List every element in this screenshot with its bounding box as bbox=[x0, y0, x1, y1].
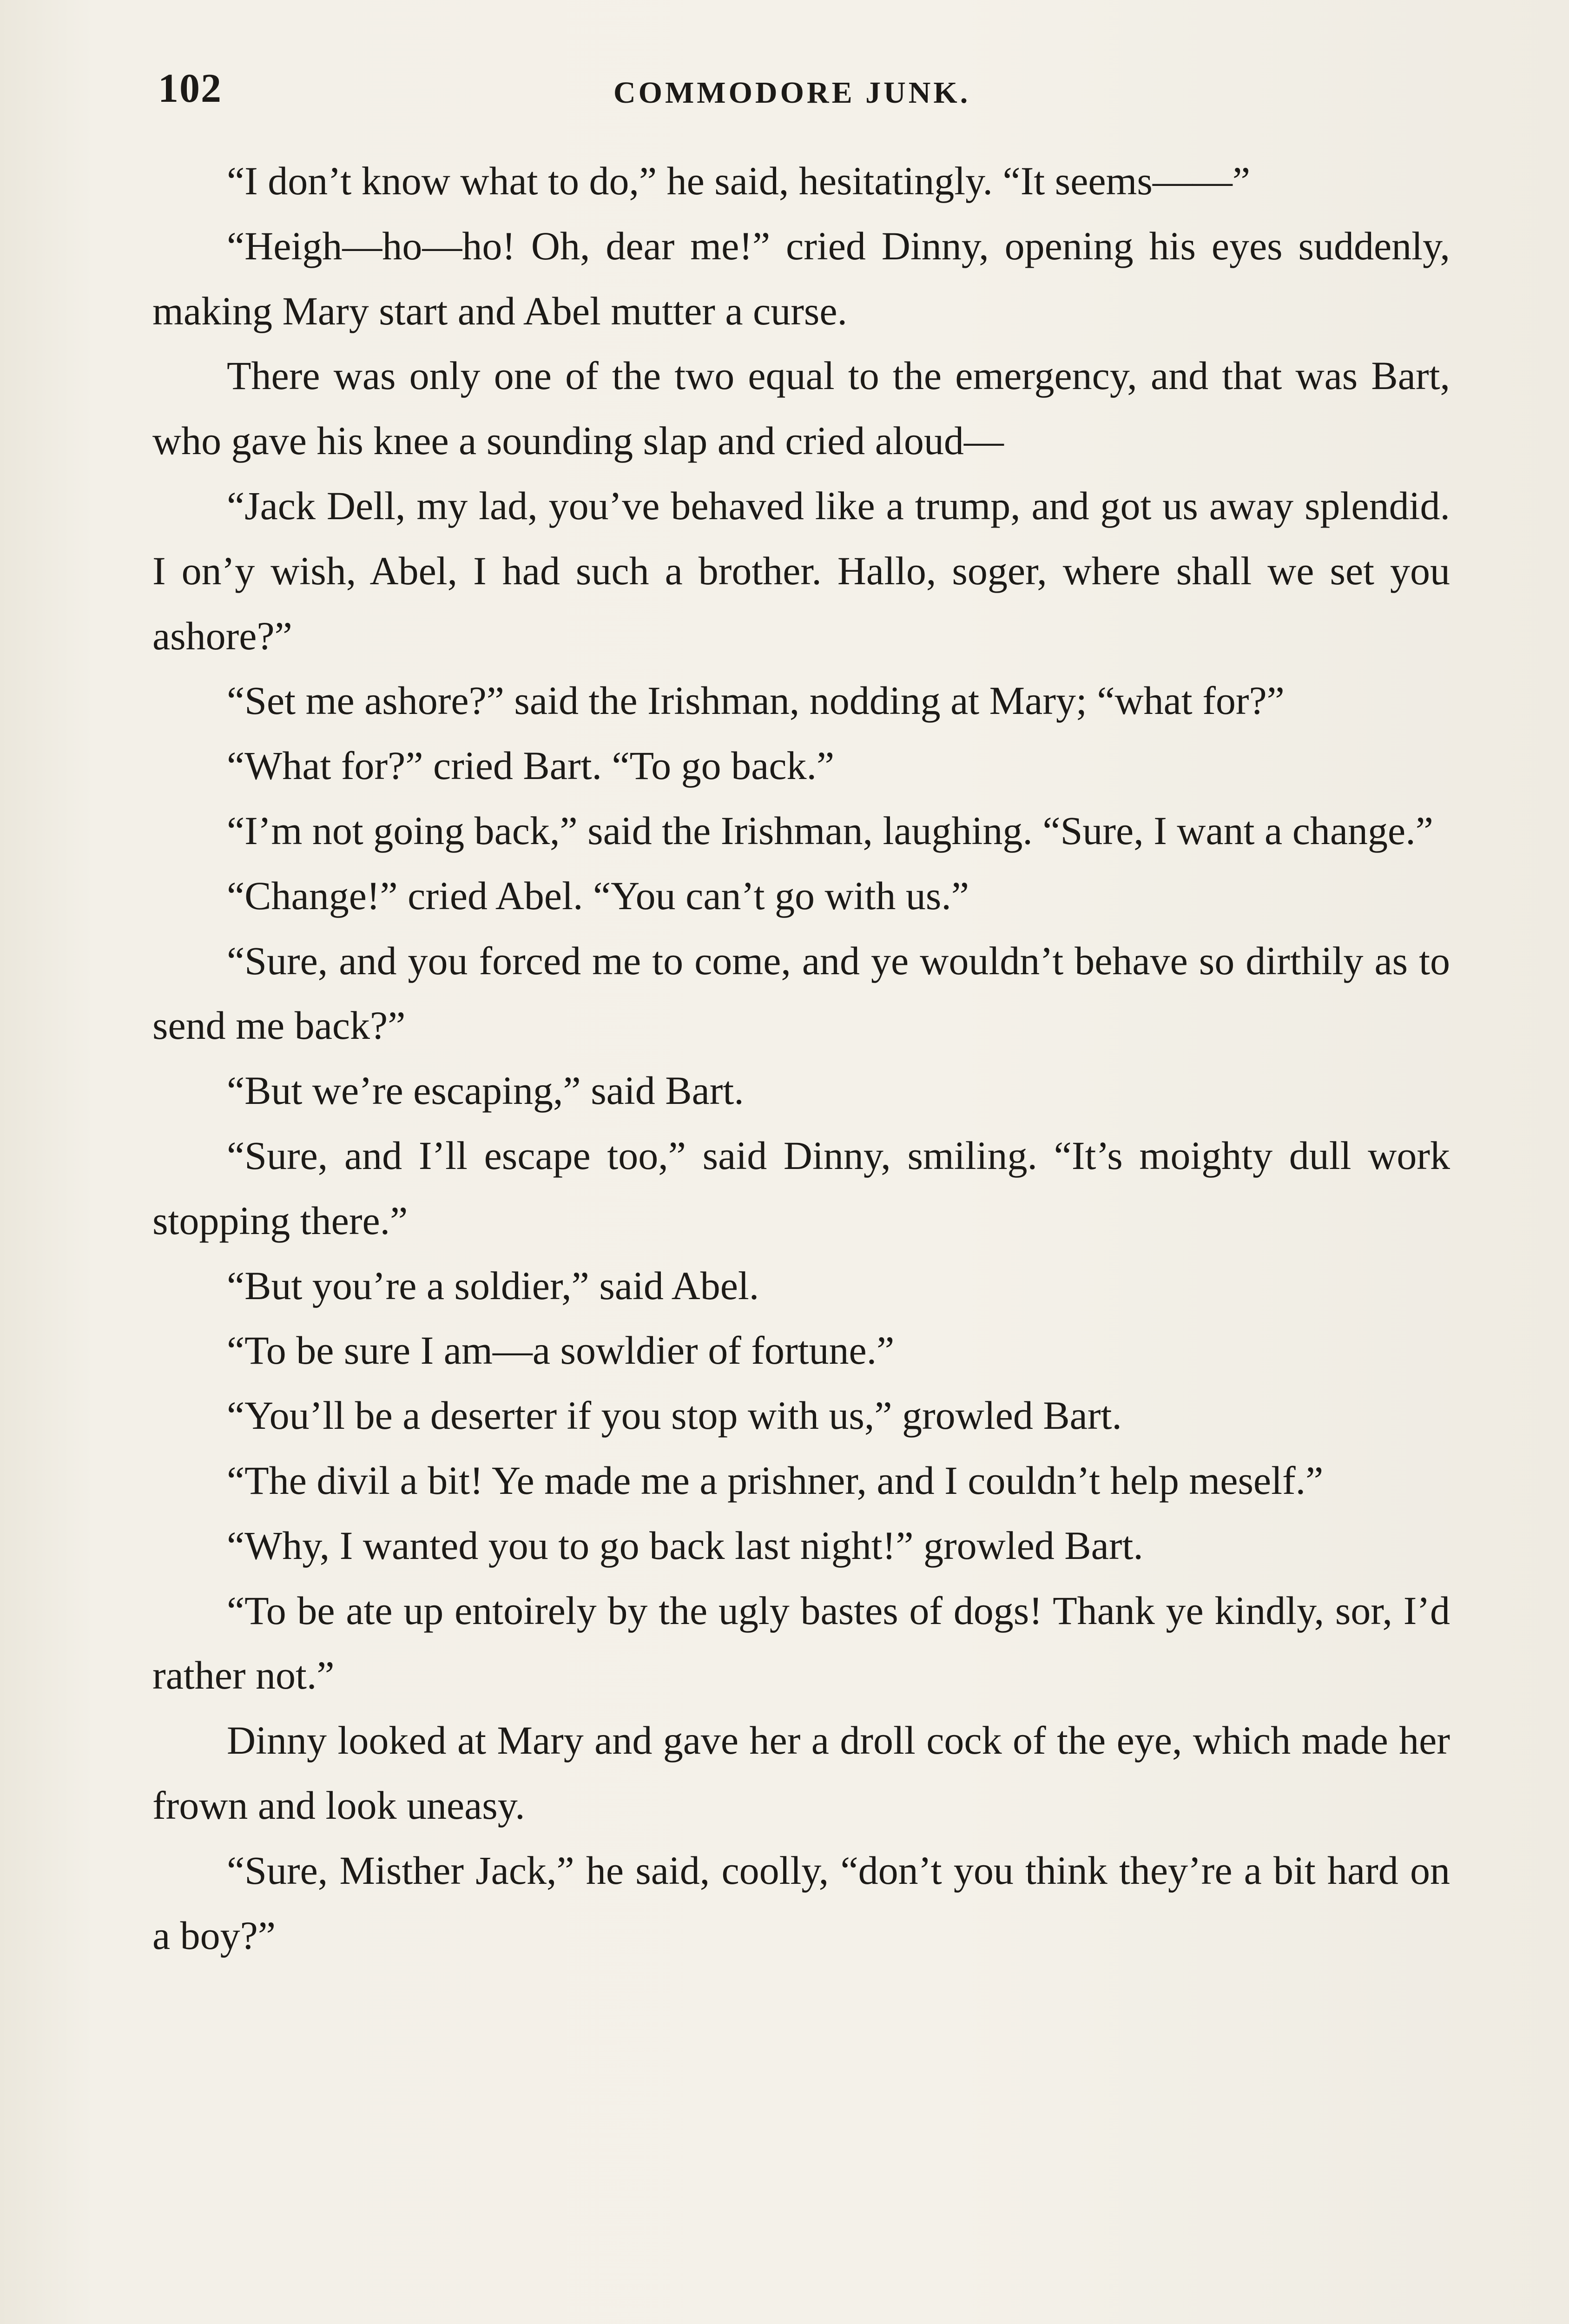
paragraph: “Jack Dell, my lad, you’ve behaved like a trump, and got us away splendid. I on’y wish, Abel, I had such a brother. Hallo, soger, where shall we set you ashore?” bbox=[152, 483, 1450, 658]
paragraph: “I’m not going back,” said the Irishman, laughing. “Sure, I want a change.” bbox=[227, 808, 1433, 853]
paragraph: “But we’re escaping,” said Bart. bbox=[227, 1068, 744, 1113]
paragraph: “To be ate up entoirely by the ugly bastes of dogs! Thank ye kindly, sor, I’d rather not.” bbox=[152, 1588, 1450, 1698]
paragraph: “But you’re a soldier,” said Abel. bbox=[227, 1263, 759, 1308]
page-number: 102 bbox=[158, 66, 222, 111]
body-text bbox=[152, 149, 1450, 1968]
running-head bbox=[158, 65, 1450, 116]
paragraph: “Heigh—ho—ho! Oh, dear me!” cried Dinny, opening his eyes suddenly, making Mary start and Abel mutter a curse. bbox=[152, 223, 1450, 333]
paragraph: There was only one of the two equal to the emergency, and that was Bart, who gave his knee a sounding slap and cried aloud— bbox=[152, 353, 1450, 463]
paragraph: “You’ll be a deserter if you stop with us,” growled Bart. bbox=[227, 1393, 1122, 1438]
running-title: COMMODORE JUNK. bbox=[613, 76, 971, 110]
paragraph: “I don’t know what to do,” he said, hesitatingly. “It seems——” bbox=[227, 158, 1251, 203]
paragraph: “Sure, Misther Jack,” he said, coolly, “don’t you think they’re a bit hard on a boy?” bbox=[152, 1848, 1450, 1958]
paragraph: “Change!” cried Abel. “You can’t go with us.” bbox=[227, 873, 969, 918]
paragraph: “What for?” cried Bart. “To go back.” bbox=[227, 743, 835, 788]
paragraph: “To be sure I am—a sowldier of fortune.” bbox=[227, 1328, 895, 1373]
paragraph: “The divil a bit! Ye made me a prishner, and I couldn’t help meself.” bbox=[227, 1458, 1324, 1503]
paragraph: Dinny looked at Mary and gave her a droll cock of the eye, which made her frown and look uneasy. bbox=[152, 1718, 1450, 1828]
paragraph: “Set me ashore?” said the Irishman, nodding at Mary; “what for?” bbox=[227, 678, 1285, 723]
paragraph: “Sure, and I’ll escape too,” said Dinny, smiling. “It’s moighty dull work stopping there.” bbox=[152, 1133, 1450, 1243]
paragraph: “Sure, and you forced me to come, and ye wouldn’t behave so dirthily as to send me back?” bbox=[152, 938, 1450, 1048]
paragraph: “Why, I wanted you to go back last night!” growled Bart. bbox=[227, 1523, 1143, 1568]
